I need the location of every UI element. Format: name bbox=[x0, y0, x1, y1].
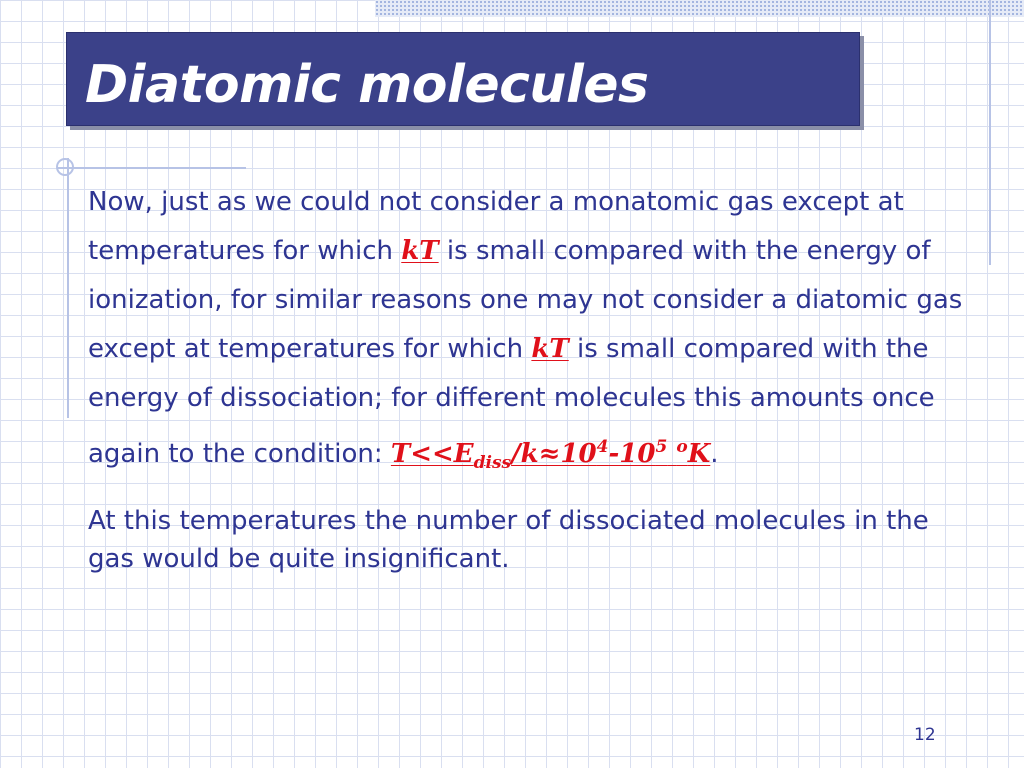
formula-superscript: o bbox=[676, 437, 688, 457]
dissociation-condition-formula bbox=[390, 437, 711, 473]
paragraph-text: is small compared with the energy of ionization, for similar reasons one may not consider a diatomic gas except at temperatures for which bbox=[88, 236, 963, 364]
circle-bullet-icon bbox=[56, 158, 74, 176]
kt-formula: kT bbox=[531, 334, 569, 364]
right-decorative-rule bbox=[989, 0, 991, 265]
formula-superscript: 5 bbox=[655, 437, 668, 457]
slide-body bbox=[88, 178, 968, 578]
horizontal-decorative-rule bbox=[58, 167, 246, 169]
paragraph-text: Now, just as we could not consider a monatomic gas except at temperatures for which bbox=[88, 187, 904, 266]
slide-title: Diatomic molecules bbox=[85, 55, 649, 115]
title-banner bbox=[66, 32, 860, 126]
vertical-decorative-rule bbox=[67, 158, 69, 418]
formula-part: T<<E bbox=[390, 439, 474, 469]
body-paragraph-2: At this temperatures the number of dissociated molecules in the gas would be quite insignificant. bbox=[88, 506, 929, 574]
page-number: 12 bbox=[914, 725, 936, 745]
formula-part bbox=[667, 439, 676, 469]
formula-part: -10 bbox=[608, 439, 656, 469]
body-paragraph-1 bbox=[88, 178, 968, 488]
formula-part: /k≈10 bbox=[511, 439, 597, 469]
formula-superscript: 4 bbox=[596, 437, 609, 457]
top-decorative-strip bbox=[375, 0, 1024, 17]
formula-part: K bbox=[687, 439, 711, 469]
kt-formula: kT bbox=[401, 236, 439, 266]
formula-subscript: diss bbox=[473, 453, 512, 473]
paragraph-text: . bbox=[710, 439, 719, 469]
paragraph-text: is small compared with the energy of dissociation; for different molecules this amounts once again to the condition: bbox=[88, 334, 935, 469]
